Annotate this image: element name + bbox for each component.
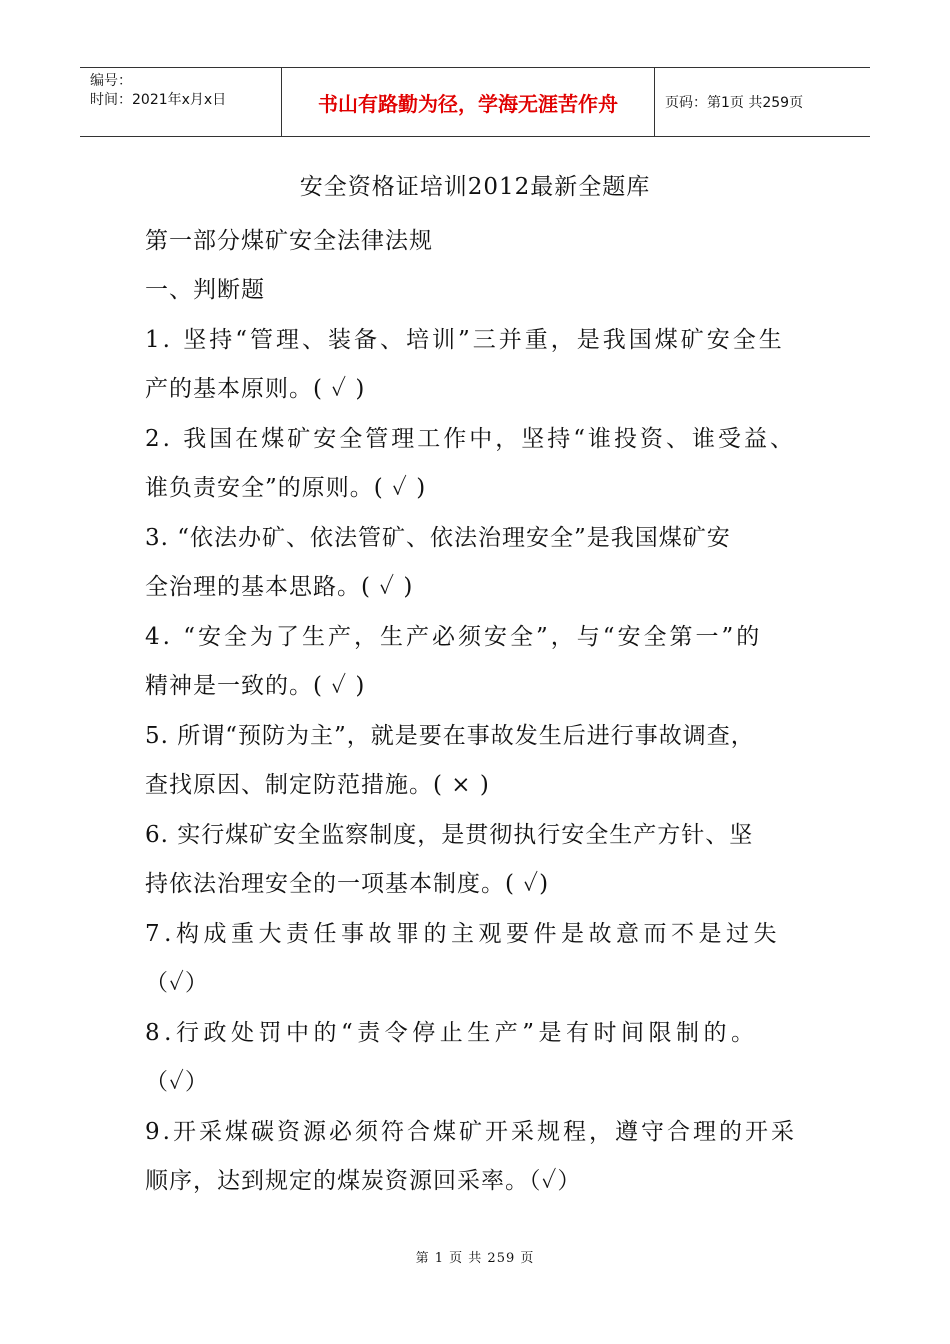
question-line: 全治理的基本思路。( ✓ ) [145,574,414,600]
header-meta [80,68,282,136]
page-footer: 第 1 页 共 259 页 [415,1251,535,1266]
question-line: （✓） [145,970,209,996]
question-line: 顺序，达到规定的煤炭资源回采率。（✓） [145,1168,582,1194]
question-line: 1. 坚持“管理、装备、培训”三并重，是我国煤矿安全生 [145,327,785,353]
question-line: 持依法治理安全的一项基本制度。( ✓) [145,871,550,897]
header-motto: 书山有路勤为径，学海无涯苦作舟 [282,68,655,136]
header-page-info: 页码：第1页 共259页 [665,95,804,111]
page-header [80,67,870,137]
question-line: 谁负责安全”的原则。( ✓ ) [145,475,427,501]
time-label: 时间：2021年x月x日 [90,92,227,108]
section-heading: 第一部分煤矿安全法律法规 [145,228,433,254]
question-line: 产的基本原则。( ✓ ) [145,376,366,402]
question-line: 4. “安全为了生产，生产必须安全”，与“安全第一”的 [145,624,763,650]
question-line: 2. 我国在煤矿安全管理工作中，坚持“谁投资、谁受益、 [145,426,797,452]
question-line: （✓） [145,1069,209,1095]
question-line: 3. “依法办矿、依法管矿、依法治理安全”是我国煤矿安 [145,525,731,551]
question-line: 9.开采煤碳资源必须符合煤矿开采规程，遵守合理的开采 [145,1119,797,1145]
question-line: 8.行政处罚中的“责令停止生产”是有时间限制的。 [145,1020,759,1046]
document-title: 安全资格证培训2012最新全题库 [299,174,651,200]
subsection-heading: 一、判断题 [145,277,265,303]
question-line: 6. 实行煤矿安全监察制度，是贯彻执行安全生产方针、坚 [145,822,754,848]
code-label: 编号： [90,73,132,89]
question-line: 查找原因、制定防范措施。( × ) [145,772,490,798]
question-line: 7.构成重大责任事故罪的主观要件是故意而不是过失 [145,921,781,947]
question-line: 5. 所谓“预防为主”，就是要在事故发生后进行事故调查， [145,723,755,749]
question-line: 精神是一致的。( ✓ ) [145,673,366,699]
